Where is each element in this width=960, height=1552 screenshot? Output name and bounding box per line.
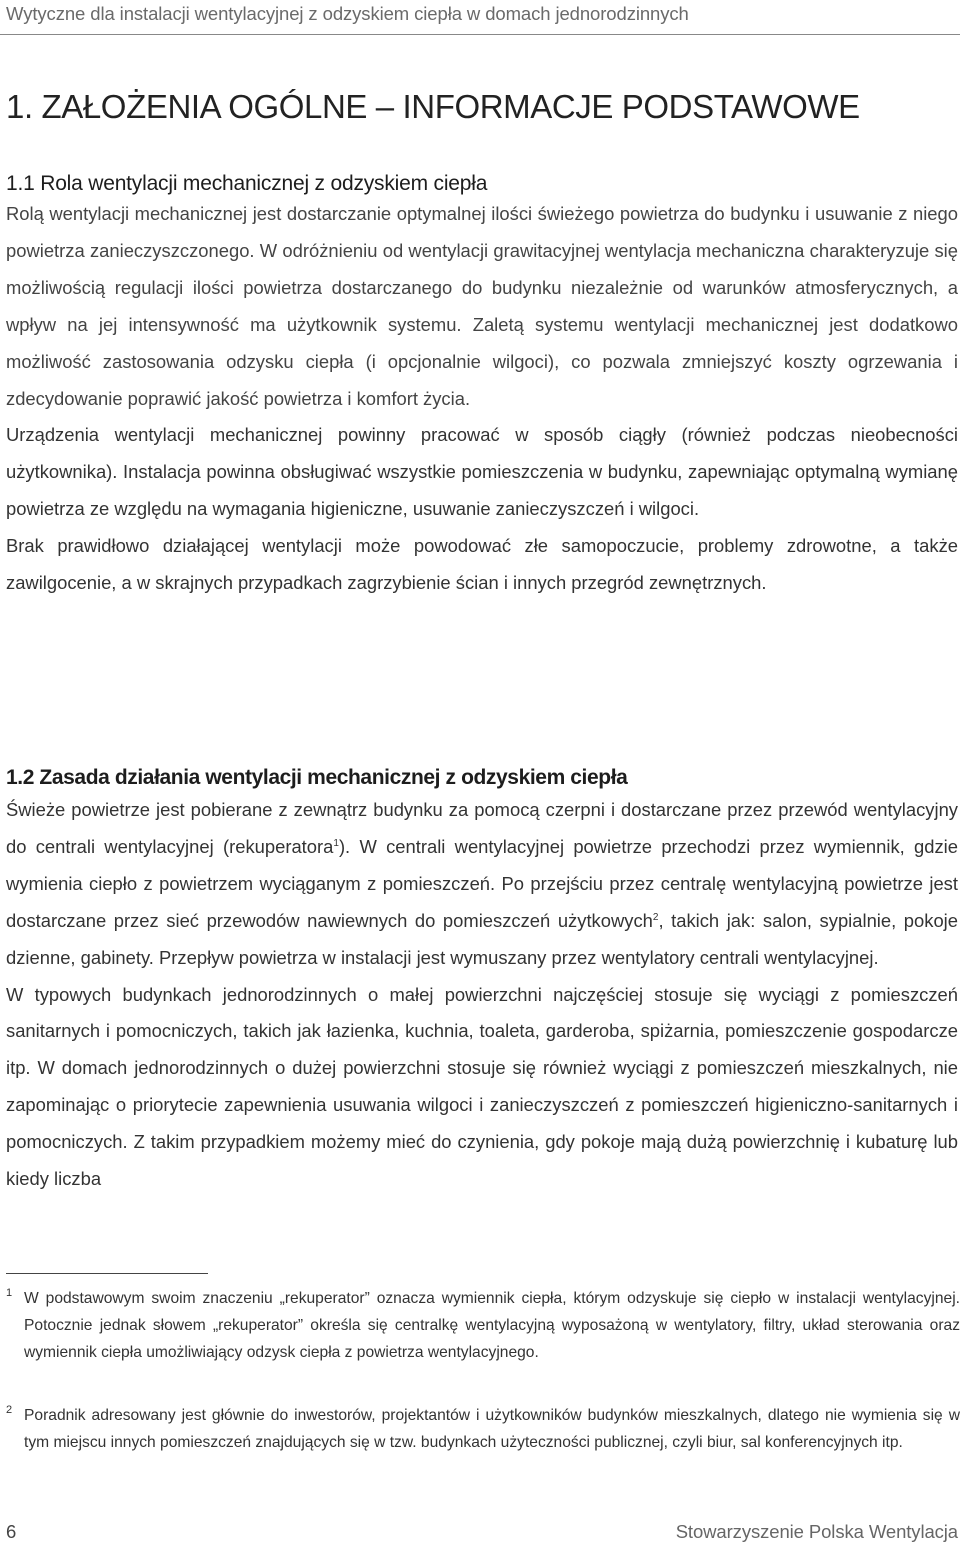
paragraph-text: , takich jak: salon, sypialnie, pokoje dzienne, gabinety. Przepływ powietrza w instalacji jest wymuszany przez wentylatory centrali wentylacyjnej. [6,909,958,968]
paragraph-text: Świeże powietrze jest pobierane z zewnątrz budynku za pomocą czerpni i dostarczane przez przewód wentylacyjny do centrali wentylacyjnej (rekuperatora [6,799,958,857]
footnote-1 [6,1285,960,1367]
footnote-divider [6,1273,208,1274]
section-1-1-paragraph-3: Brak prawidłowo działającej wentylacji może powodować złe samopoczucie, problemy zdrowotne, a także zawilgocenie, a w skrajnych przypadkach zagrzybienie ścian i innych przegród zewnętrznych. [6,535,958,594]
page-number: 6 [6,1521,17,1542]
header-divider [0,34,960,35]
footnote-2 [6,1402,960,1456]
section-1-1 [6,172,958,602]
section-heading-1-1: 1.1 Rola wentylacji mechanicznej z odzyskiem ciepła [6,172,488,195]
section-heading-1-2: 1.2 Zasada działania wentylacji mechanicznej z odzyskiem ciepła [6,766,628,789]
footnote-text: Poradnik adresowany jest głównie do inwestorów, projektantów i użytkowników budynków mieszkalnych, dlatego nie wymienia się w tym miejscu innych pomieszczeń znajdujących się w tzw. budynkach użyteczności publicznej, czyli biur, sal konferencyjnych itp. [24,1407,960,1452]
footnote-text: W podstawowym swoim znaczeniu „rekuperator” oznacza wymiennik ciepła, którym odzyskuje się ciepło w instalacji wentylacyjnej. Potocznie jednak słowem „rekuperator” określa się centralkę wentylacyjną wyposażoną w wentylatory, filtry, układ sterowania oraz wymiennik ciepła umożliwiający odzysk ciepła z powietrza wentylacyjnego. [24,1290,960,1362]
footnote-ref-1[interactable]: 1 [333,837,339,849]
footnote-number: 1 [6,1287,13,1299]
chapter-title: 1. ZAŁOŻENIA OGÓLNE – INFORMACJE PODSTAWOWE [6,88,860,125]
footnote-ref-2[interactable]: 2 [652,911,659,923]
section-1-1-paragraph-1: Rolą wentylacji mechanicznej jest dostarczanie optymalnej ilości świeżego powietrza do budynku i usuwanie z niego powietrza zanieczyszczonego. W odróżnieniu od wentylacji grawitacyjnej wentylacja mechaniczna charakteryzuje się możliwością regulacji ilości powietrza dostarczanego do budynku niezależnie od warunków atmosferycznych, a wpływ na jej intensywność ma użytkownik systemu. Zaletą systemu wentylacji mechanicznej jest dodatkowo możliwość zastosowania odzysku ciepła (i opcjonalnie wilgoci), co pozwala zmniejszyć koszty ogrzewania i zdecydowanie poprawić jakość powietrza i komfort życia. [6,203,958,409]
section-1-2-paragraph-1 [6,792,958,977]
section-1-2 [6,766,958,1198]
paragraph-text: ). W centrali wentylacyjnej powietrze przechodzi przez wymiennik, gdzie wymienia ciepło z powietrzem wyciąganym z pomieszczeń. Po przejściu przez centralę wentylacyjną powietrze jest dostarczane przez sieć przewodów nawiewnych do pomieszczeń użytkowych [6,835,958,931]
footnote-number: 2 [6,1404,13,1416]
section-1-2-paragraph-2: W typowych budynkach jednorodzinnych o małej powierzchni najczęściej stosuje się wyciągi z pomieszczeń sanitarnych i pomocniczych, takich jak łazienka, kuchnia, toaleta, garderoba, spiżarnia, pomieszczenie gospodarcze itp. W domach jednorodzinnych o dużej powierzchni stosuje się również wyciągi z pomieszczeń mieszkalnych, nie zapominając o priorytecie zapewnienia usuwania wilgoci i zanieczyszczeń z pomieszczeń higieniczno-sanitarnych i pomocniczych. Z takim przypadkiem możemy mieć do czynienia, gdy pokoje mają dużą powierzchnię i kubaturę lub kiedy liczba [6,983,958,1190]
section-1-1-paragraph-2: Urządzenia wentylacji mechanicznej powinny pracować w sposób ciągły (również podczas nieobecności użytkownika). Instalacja powinna obsługiwać wszystkie pomieszczenia w budynku, zapewniając optymalną wymianę powietrza ze względu na wymagania higieniczne, usuwanie zanieczyszczeń i wilgoci. [6,424,958,520]
footer-organization: Stowarzyszenie Polska Wentylacja [675,1521,958,1542]
running-header: Wytyczne dla instalacji wentylacyjnej z odzyskiem ciepła w domach jednorodzinnych [6,3,689,24]
